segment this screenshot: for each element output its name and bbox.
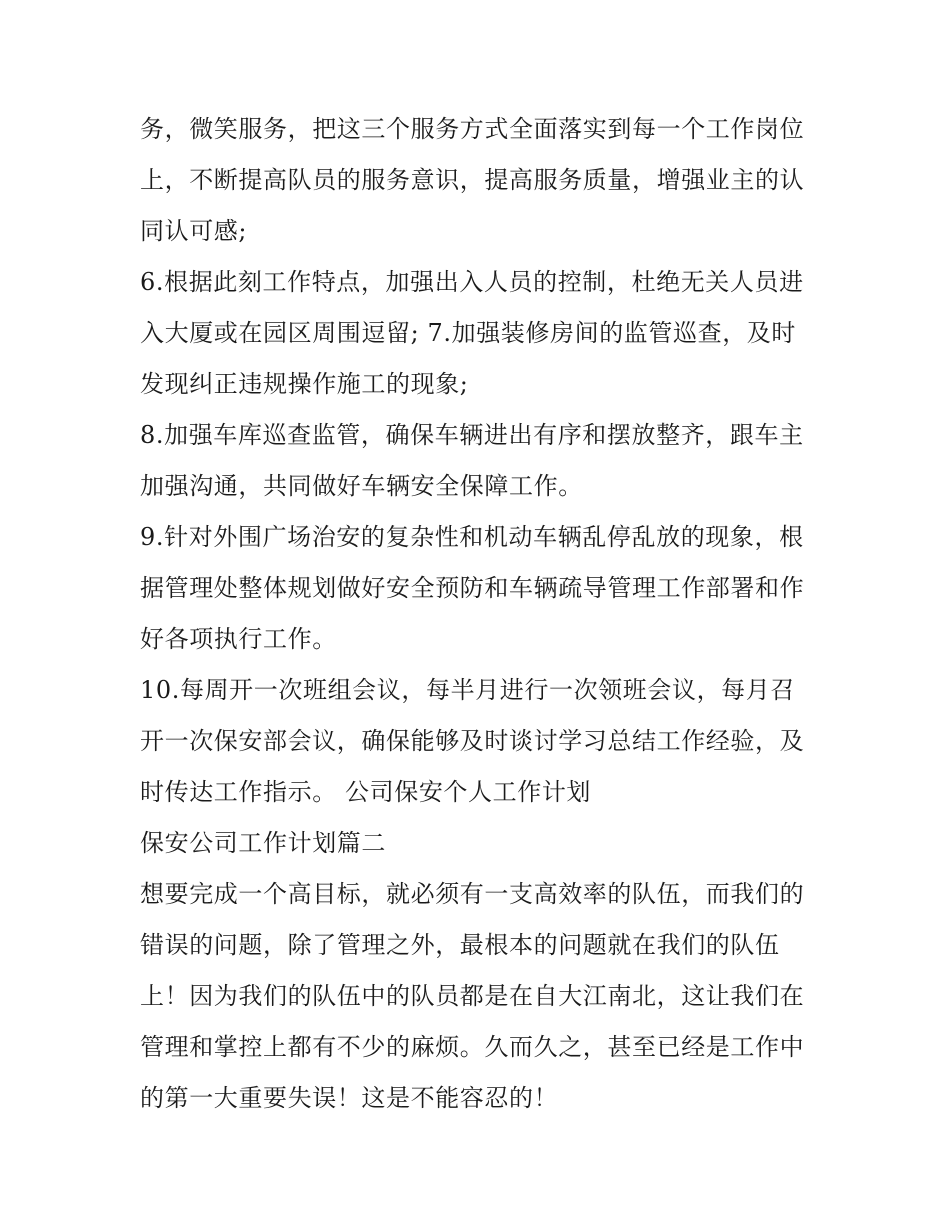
text-line: 同认可感; — [140, 217, 248, 245]
text-line: 入大厦或在园区周围逗留; 7.加强装修房间的监管巡查，及时 — [140, 319, 797, 347]
text-line: 想要完成一个高目标，就必须有一支高效率的队伍，而我们的 — [140, 880, 805, 908]
section-title: 保安公司工作计划篇二 — [140, 829, 386, 857]
text-line: 加强沟通，共同做好车辆安全保障工作。 — [140, 472, 583, 500]
text-line: 上，不断提高队员的服务意识，提高服务质量，增强业主的认 — [140, 166, 805, 194]
text-line: 管理和掌控上都有不少的麻烦。久而久之，甚至已经是工作中 — [140, 1033, 805, 1061]
text-line: 6.根据此刻工作特点，加强出入人员的控制，杜绝无关人员进 — [140, 268, 804, 296]
text-line: 据管理处整体规划做好安全预防和车辆疏导管理工作部署和作 — [140, 574, 805, 602]
text-line: 8.加强车库巡查监管，确保车辆进出有序和摆放整齐，跟车主 — [140, 421, 804, 449]
text-line: 错误的问题，除了管理之外，最根本的问题就在我们的队伍 — [140, 931, 780, 959]
text-line: 发现纠正违规操作施工的现象; — [140, 370, 469, 398]
text-line: 上！因为我们的队伍中的队员都是在自大江南北，这让我们在 — [140, 982, 805, 1010]
document-body — [140, 104, 820, 1124]
text-line: 10.每周开一次班组会议，每半月进行一次领班会议，每月召 — [140, 676, 795, 704]
text-line: 开一次保安部会议，确保能够及时谈讨学习总结工作经验，及 — [140, 727, 805, 755]
text-line: 时传达工作指示。 公司保安个人工作计划 — [140, 778, 592, 806]
text-line: 的第一大重要失误！这是不能容忍的！ — [140, 1084, 559, 1112]
text-line: 务，微笑服务，把这三个服务方式全面落实到每一个工作岗位 — [140, 115, 805, 143]
text-line: 9.针对外围广场治安的复杂性和机动车辆乱停乱放的现象，根 — [140, 523, 804, 551]
text-line: 好各项执行工作。 — [140, 625, 337, 653]
